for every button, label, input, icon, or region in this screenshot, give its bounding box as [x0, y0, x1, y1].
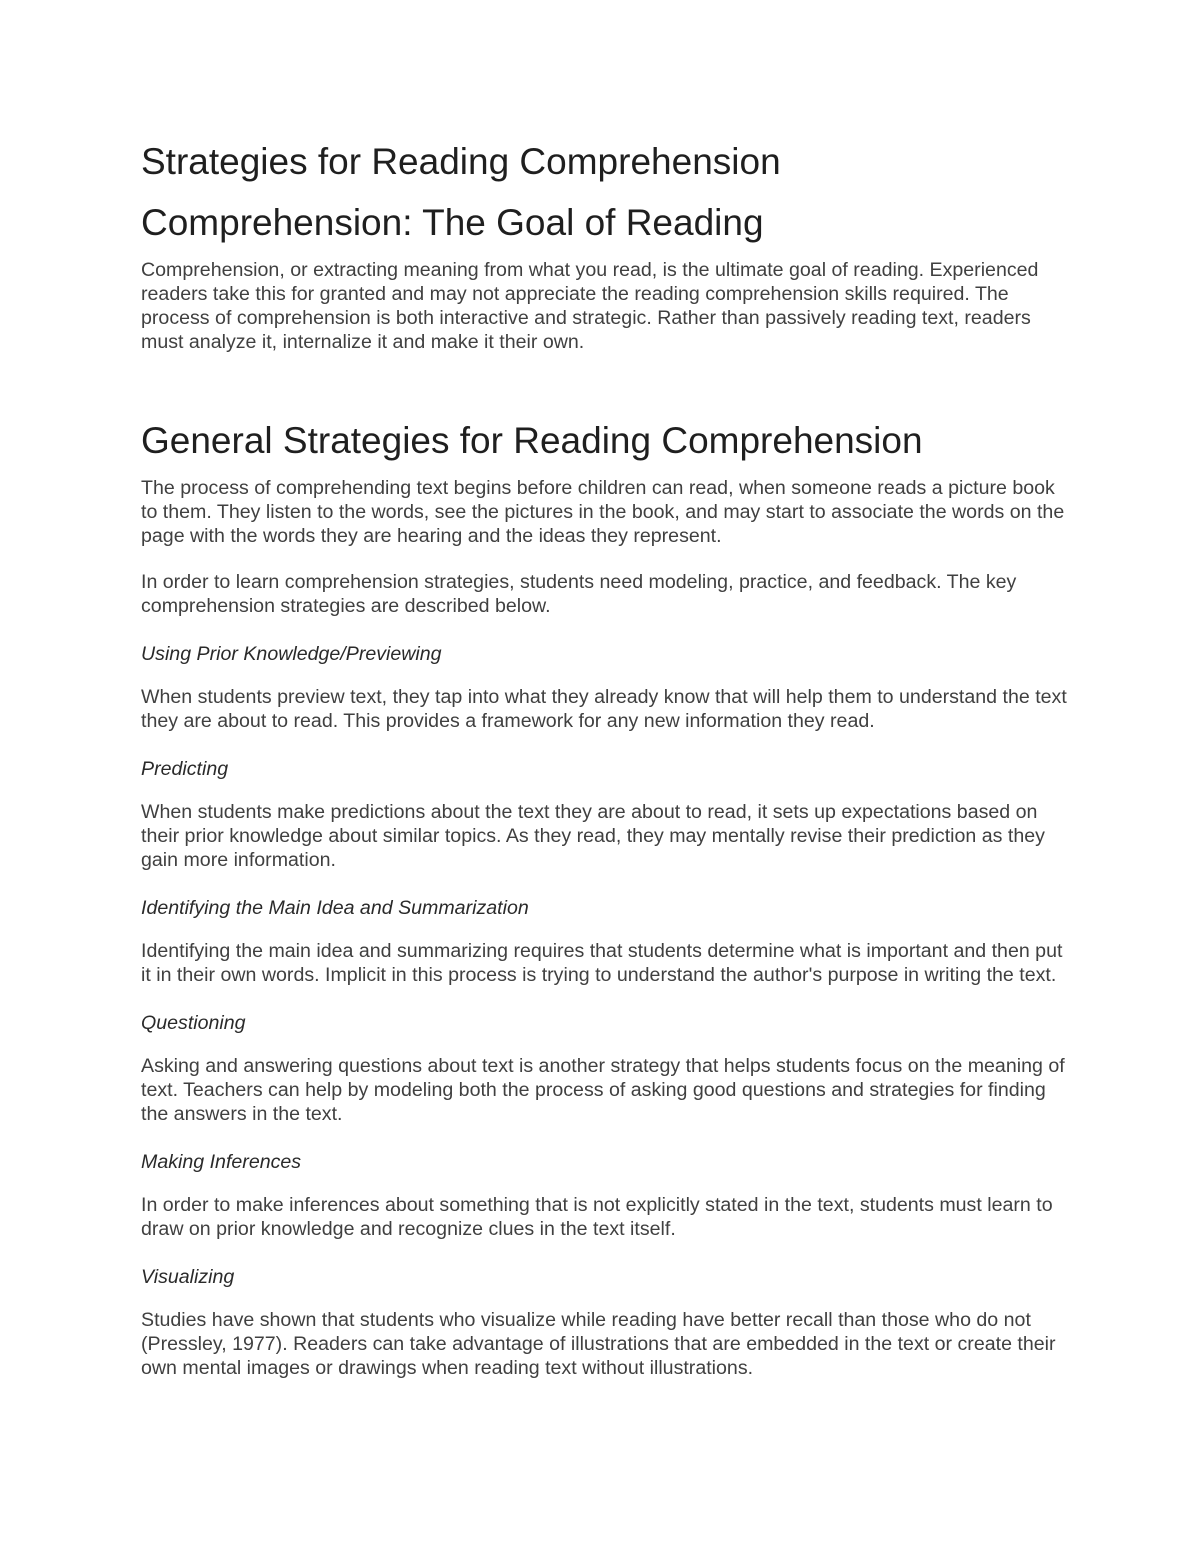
- strategy-heading-visualizing: Visualizing: [141, 1266, 235, 1288]
- strategy-heading-prior-knowledge: Using Prior Knowledge/Previewing: [141, 643, 442, 665]
- intro-paragraph: In order to learn comprehension strategies, students need modeling, practice, and feedback. The key comprehension strategies are described below.: [141, 571, 1017, 617]
- strategy-text-main-idea: Identifying the main idea and summarizing requires that students determine what is important and then put it in their own words. Implicit in this process is trying to understand the author's purpose in writing the text.: [141, 940, 1063, 986]
- strategy-text-prior-knowledge: When students preview text, they tap into what they already know that will help them to understand the text they are about to read. This provides a framework for any new information they read.: [141, 686, 1067, 732]
- document-page: [141, 138, 1071, 1380]
- document-title: Strategies for Reading Comprehension: [141, 141, 781, 182]
- strategy-text-inferences: In order to make inferences about something that is not explicitly stated in the text, students must learn to draw on prior knowledge and recognize clues in the text itself.: [141, 1194, 1053, 1240]
- strategy-text-questioning: Asking and answering questions about text is another strategy that helps students focus on the meaning of text. Teachers can help by modeling both the process of asking good questions and strategies for finding the answers in the text.: [141, 1055, 1065, 1125]
- section-heading-goal: Comprehension: The Goal of Reading: [141, 202, 764, 243]
- strategy-text-visualizing: Studies have shown that students who visualize while reading have better recall than those who do not (Pressley, 1977). Readers can take advantage of illustrations that are embedded in the text or create their own mental images or drawings when reading text without illustrations.: [141, 1309, 1056, 1379]
- section-paragraph-goal: Comprehension, or extracting meaning from what you read, is the ultimate goal of reading. Experienced readers take this for granted and may not appreciate the reading comprehension skills required. The process of comprehension is both interactive and strategic. Rather than passively reading text, readers must analyze it, internalize it and make it their own.: [141, 259, 1039, 353]
- strategy-heading-main-idea: Identifying the Main Idea and Summarization: [141, 897, 529, 919]
- strategy-heading-inferences: Making Inferences: [141, 1151, 302, 1173]
- section-heading-general-strategies: General Strategies for Reading Comprehension: [141, 420, 923, 461]
- strategy-text-predicting: When students make predictions about the text they are about to read, it sets up expectations based on their prior knowledge about similar topics. As they read, they may mentally revise their prediction as they gain more information.: [141, 801, 1045, 871]
- intro-paragraph: The process of comprehending text begins before children can read, when someone reads a picture book to them. They listen to the words, see the pictures in the book, and may start to associate the words on the page with the words they are hearing and the ideas they represent.: [141, 477, 1065, 547]
- strategy-heading-predicting: Predicting: [141, 758, 229, 780]
- strategy-heading-questioning: Questioning: [141, 1012, 246, 1034]
